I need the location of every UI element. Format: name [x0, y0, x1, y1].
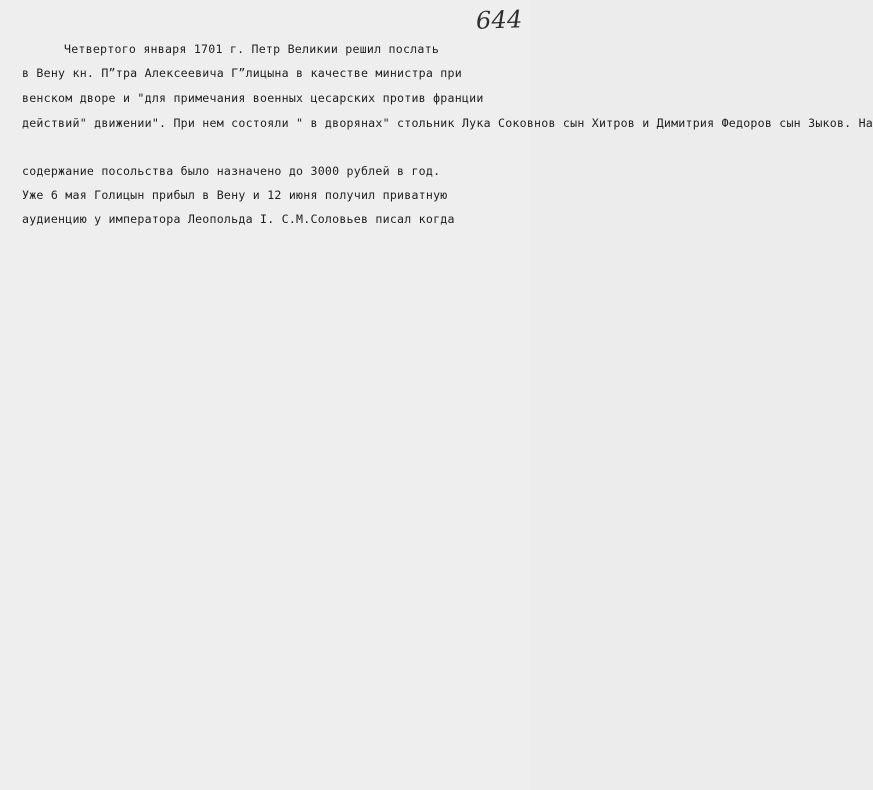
paragraph-1-line-6: Уже 6 мая Голицын прибыл в Вену и 12 июня получил приватную: [22, 188, 448, 202]
paragraph-1-line-4: действий" движении". При нем состояли " в дворянах" стольник Лука Соковнов сын Хитров и Димитрия Федоров сын Зыков. На: [22, 116, 873, 130]
paragraph-1-line-5: содержание посольства было назначено до 3000 рублей в год.: [22, 164, 441, 178]
paragraph-1-line-1: Четвертого января 1701 г. Петр Великии решил послать: [64, 42, 440, 56]
page-number: 644: [476, 5, 524, 35]
paragraph-1-line-3: венском дворе и "для примечания военных цесарских против франции: [22, 91, 484, 105]
paragraph-1-line-7: аудиенцию у императора Леопольда I. С.М.Соловьев писал когда: [22, 212, 455, 226]
paragraph-1-line-2: в Вену кн. П”тра Алексеевича Г”лицына в качестве министра при: [22, 66, 462, 80]
